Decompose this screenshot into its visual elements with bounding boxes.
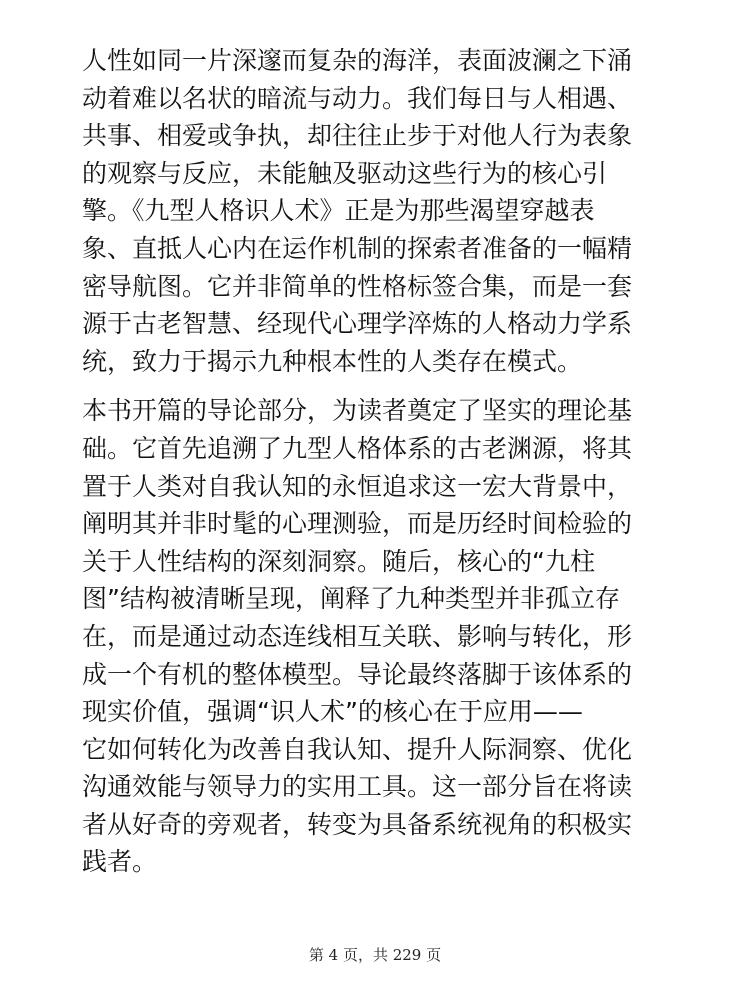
text-line: 关于人性结构的深刻洞察。随后，核心的“九柱 [82, 546, 595, 576]
text-line: 阐明其并非时髦的心理测验，而是历经时间检验的 [82, 509, 633, 539]
text-line: 统，致力于揭示九种根本性的人类存在模式。 [82, 346, 583, 376]
text-line: 象、直抵人心内在运作机制的探索者准备的一幅精 [82, 233, 633, 263]
text-line: 置于人类对自我认知的永恒追求这一宏大背景中， [82, 471, 633, 501]
text-line: 现实价值，强调“识人术”的核心在于应用—— [82, 697, 583, 727]
paragraph-intro [82, 42, 682, 380]
text-line: 本书开篇的导论部分，为读者奠定了坚实的理论基 [82, 396, 633, 426]
text-line: 础。它首先追溯了九型人格体系的古老渊源，将其 [82, 433, 633, 463]
text-line: 图”结构被清晰呈现，阐释了九种类型并非孤立存 [82, 584, 620, 614]
text-line: 人性如同一片深邃而复杂的海洋，表面波澜之下涌 [82, 46, 633, 75]
paragraph-overview [82, 392, 682, 881]
text-line: 源于古老智慧、经现代心理学淬炼的人格动力学系 [82, 309, 633, 339]
paragraph-spacer [82, 380, 682, 392]
text-line: 践者。 [82, 847, 158, 877]
text-line: 它如何转化为改善自我认知、提升人际洞察、优化 [82, 734, 633, 764]
text-line: 在，而是通过动态连线相互关联、影响与转化，形 [82, 621, 633, 651]
text-line: 者从好奇的旁观者，转变为具备系统视角的积极实 [82, 809, 633, 839]
text-line: 成一个有机的整体模型。导论最终落脚于该体系的 [82, 659, 633, 689]
page-number-footer: 第 4 页，共 229 页 [308, 946, 442, 964]
text-line: 密导航图。它并非简单的性格标签合集，而是一套 [82, 271, 633, 301]
text-line: 擎。《九型人格识人术》正是为那些渴望穿越表 [82, 196, 595, 226]
text-line: 动着难以名状的暗流与动力。我们每日与人相遇、 [82, 83, 633, 113]
text-line: 共事、相爱或争执，却往往止步于对他人行为表象 [82, 121, 633, 151]
body-text [82, 42, 682, 881]
text-line: 的观察与反应，未能触及驱动这些行为的核心引 [82, 158, 608, 188]
text-line: 沟通效能与领导力的实用工具。这一部分旨在将读 [82, 772, 633, 802]
